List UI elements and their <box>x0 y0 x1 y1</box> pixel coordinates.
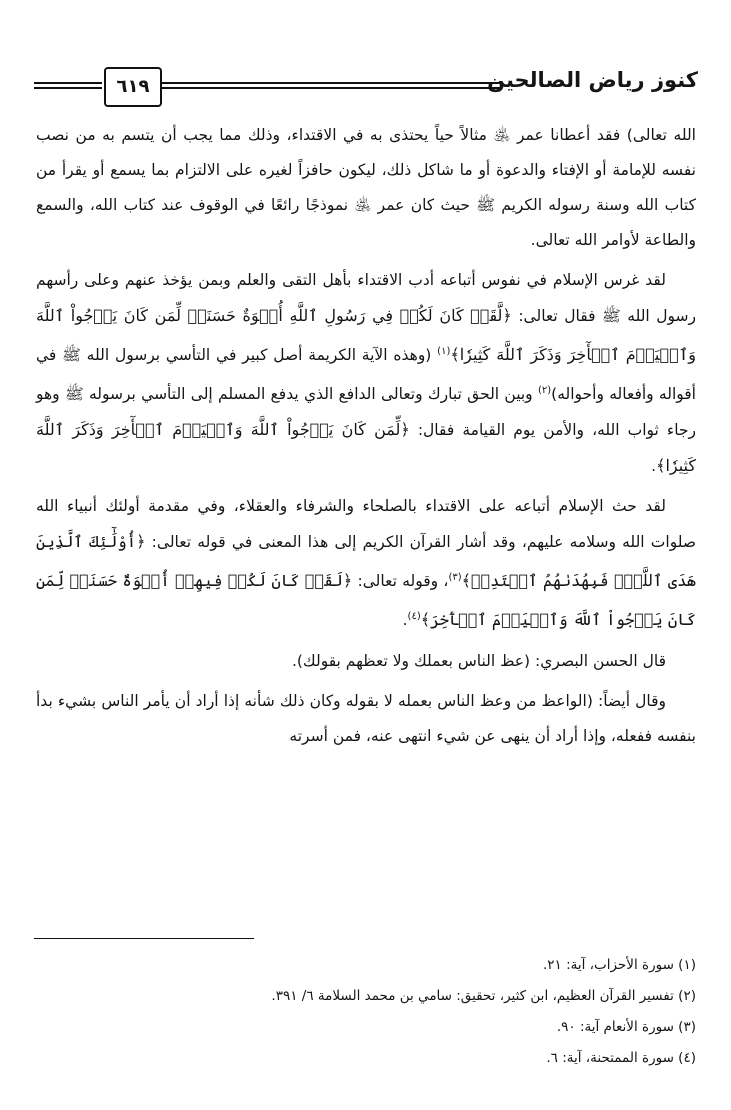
quran-verse: ﴿لَّقَدۡ كَانَ لَكُمۡ فِي رَسُولِ ٱللَّهِ أُسۡوَةٌ حَسَنَةٞ لِّمَن كَانَ يَرۡجُواْ ٱللَّهَ وَٱلۡيَوۡمَ ٱلۡأٓخِرَ وَذَكَرَ ٱللَّهَ كَثِيرٗا﴾ <box>36 306 696 365</box>
text-run: الله تعالى) فقد أعطانا عمر ﵁ مثالاً حياً يحتذى به في الاقتداء، وذلك مما يجب أن يتسم به من نصب نفسه للإمامة أو الإفتاء والدعوة أو ما شاكل ذلك، ليكون حافزاً لغيره على الالتزام بما يسمع أو يقرأ من كتاب الله وسنة رسوله الكريم ﷺ حيث كان عمر ﵁ نموذجًا رائعًا في الوقوف عند كتاب الله، والسمع والطاعة لأوامر الله تعالى. <box>36 126 696 249</box>
footnote-ref: (١) <box>437 346 451 357</box>
paragraph-3 <box>36 489 696 638</box>
footnote-ref: (٢) <box>537 385 552 397</box>
footnote-2: (٢) تفسير القرآن العظيم، ابن كثير، تحقيق: سامي بن محمد السلامة ٦/ ٣٩١. <box>271 988 696 1004</box>
text-run: وبين الحق تبارك وتعالى الدافع الذي يدفع المسلم إلى التأسي برسوله ﷺ وهو رجاء ثواب الله، والأمن يوم القيامة فقال: <box>36 385 696 440</box>
quran-verse: ﴿لِّمَن كَانَ يَرۡجُواْ ٱللَّهَ وَٱلۡيَوۡمَ ٱلۡأٓخِرَ وَذَكَرَ ٱللَّهَ كَثِيرٗا﴾ <box>36 420 696 476</box>
footnote-3: (٣) سورة الأنعام آية: ٩٠. <box>556 1019 696 1035</box>
quran-verse: ﴿أُوْلَٰٓئِكَ ٱلَّذِينَ هَدَى ٱللَّهُۖ فَبِهُدَىٰهُمُ ٱقۡتَدِهۡ﴾ <box>36 532 696 591</box>
text-run: قال الحسن البصري: (عظ الناس بعملك ولا تعظهم بقولك). <box>291 651 666 670</box>
text-run: . <box>651 457 657 476</box>
quran-verse: ﴿لَقَدۡ كَانَ لَكُمۡ فِيهِمۡ أُسۡوَةٌ حَسَنَةٞ لِّمَن كَانَ يَرۡجُواْ ٱللَّهَ وَٱلۡيَوۡمَ ٱلۡأٓخِرَ﴾ <box>36 571 696 630</box>
page-number: ٦١٩ <box>104 67 162 107</box>
footnote-separator <box>34 938 254 939</box>
footnotes <box>36 950 696 1074</box>
footnote-ref: (٤) <box>407 611 421 623</box>
footnote-ref: (٣) <box>448 572 462 584</box>
text-run: وقال أيضاً: (الواعظ من وعظ الناس بعمله لا بقوله وكان ذلك شأنه إذا أراد أن يأمر الناس بشيء بدأ بنفسه ففعله، وإذا أراد أن ينهى عن شيء انتهى عنه، فمن أسرته <box>36 691 696 745</box>
text-run: لقد حث الإسلام أتباعه على الاقتداء بالصلحاء والشرفاء والعقلاء، وفي مقدمة أولئك أنبياء الله صلوات الله وسلامه عليهم، وقد أشار القرآن الكريم إلى هذا المعنى في قوله تعالى: <box>36 497 696 552</box>
paragraph-4 <box>36 644 696 679</box>
footnote-4: (٤) سورة الممتحنة، آية: ٦. <box>546 1050 696 1066</box>
footnote-1: (١) سورة الأحزاب، آية: ٢١. <box>542 957 696 973</box>
paragraph-2 <box>36 263 696 484</box>
main-text <box>36 118 696 759</box>
paragraph-5 <box>36 684 696 754</box>
text-run: . <box>402 611 408 630</box>
paragraph-1 <box>36 118 696 258</box>
header-rule-right <box>160 82 500 89</box>
page-header <box>22 66 698 106</box>
text-run: لقد غرس الإسلام في نفوس أتباعه أدب الاقتداء بأهل التقى والعلم وبمن يؤخذ عنهم وعلى رأسهم رسول الله ﷺ فقال تعالى: <box>36 271 696 325</box>
text-run: ، وقوله تعالى: <box>352 572 449 591</box>
text-run: (وهذه الآية الكريمة أصل كبير في التأسي برسول الله ﷺ في أقواله وأفعاله وأحواله) <box>36 346 696 404</box>
header-rule-left <box>34 82 102 89</box>
book-title: كنوز رياض الصالحين <box>487 68 698 92</box>
